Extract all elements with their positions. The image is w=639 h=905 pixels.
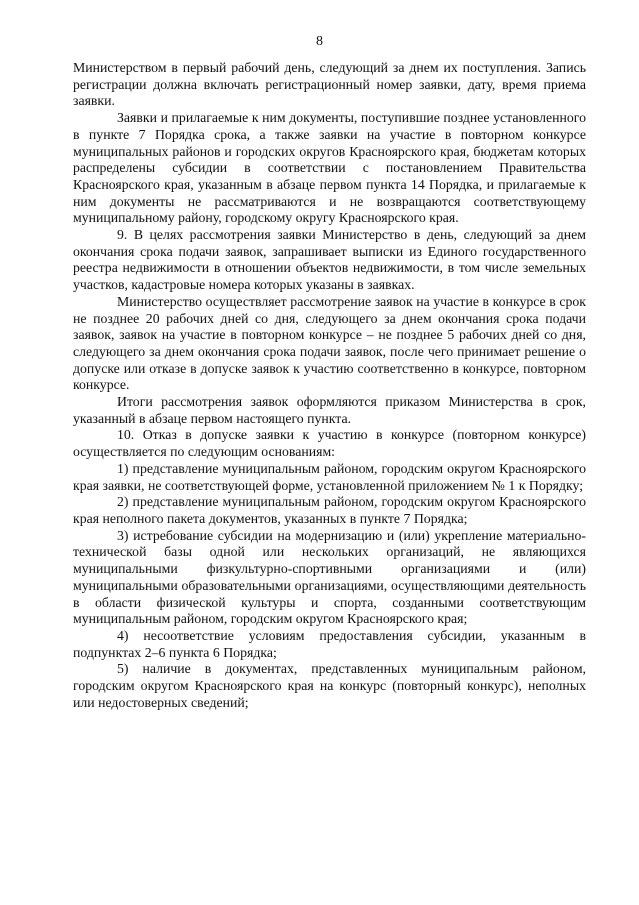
page-number: 8 — [316, 34, 323, 49]
paragraph-item-10: 10. Отказ в допуске заявки к участию в конкурсе (повторном конкурсе) осуществляется по следующим основаниям: — [73, 427, 586, 460]
list-item-1: 1) представление муниципальным районом, городским округом Красноярского края заявки, не соответствующей форме, установленной приложением № 1 к Порядку; — [73, 460, 586, 493]
paragraph-registration: Министерством в первый рабочий день, следующий за днем их поступления. Запись регистрации должна включать регистрационный номер заявки, дату, время приема заявки. — [73, 60, 586, 109]
paragraph-late-applications: Заявки и прилагаемые к ним документы, поступившие позднее установленного в пункте 7 Порядка срока, а также заявки на участие в повторном конкурсе муниципальных районов и городских округов Красноярского края, бюджетам которых распределены субсидии в соответствии с постановлением Правительства Красноярского края, указанным в абзаце первом пункта 14 Порядка, и прилагаемые к ним документы не рассматриваются и не возвращаются соответствующему муниципальному району, городскому округу Красноярского края. — [73, 110, 586, 226]
list-item-4: 4) несоответствие условиям предоставления субсидии, указанным в подпунктах 2–6 пункта 6 Порядка; — [73, 627, 586, 660]
paragraph-review-terms: Министерство осуществляет рассмотрение заявок на участие в конкурсе в срок не позднее 20 рабочих дней со дня, следующего за днем окончания срока подачи заявок, заявок на участие в повторном конкурсе – не позднее 5 рабочих дней со дня, следующего за днем окончания срока подачи заявок, после чего принимает решение о допуске или отказе в допуске заявок к участию соответственно в конкурсе, повторном конкурсе. — [73, 293, 586, 393]
paragraph-review-results: Итоги рассмотрения заявок оформляются приказом Министерства в срок, указанный в абзаце первом настоящего пункта. — [73, 394, 586, 426]
document-body — [73, 60, 586, 711]
paragraph-item-9: 9. В целях рассмотрения заявки Министерство в день, следующий за днем окончания срока подачи заявок, запрашивает выписки из Единого государственного реестра недвижимости в отношении объектов недвижимости, в том числе земельных участков, кадастровые номера которых указаны в заявках. — [73, 227, 586, 293]
list-item-3: 3) истребование субсидии на модернизацию и (или) укрепление материально-технической базы одной или нескольких организаций, не являющихся муниципальными физкультурно-спортивными организациями и (или) муниципальными образовательными организациями, осуществляющими деятельность в области физической культуры и спорта, созданными соответствующим муниципальным районом, городским округом Красноярского края; — [73, 527, 586, 627]
list-item-5: 5) наличие в документах, представленных муниципальным районом, городским округом Красноярского края на конкурс (повторный конкурс), неполных или недостоверных сведений; — [73, 661, 586, 710]
list-item-2: 2) представление муниципальным районом, городским округом Красноярского края неполного пакета документов, указанных в пункте 7 Порядка; — [73, 494, 586, 526]
